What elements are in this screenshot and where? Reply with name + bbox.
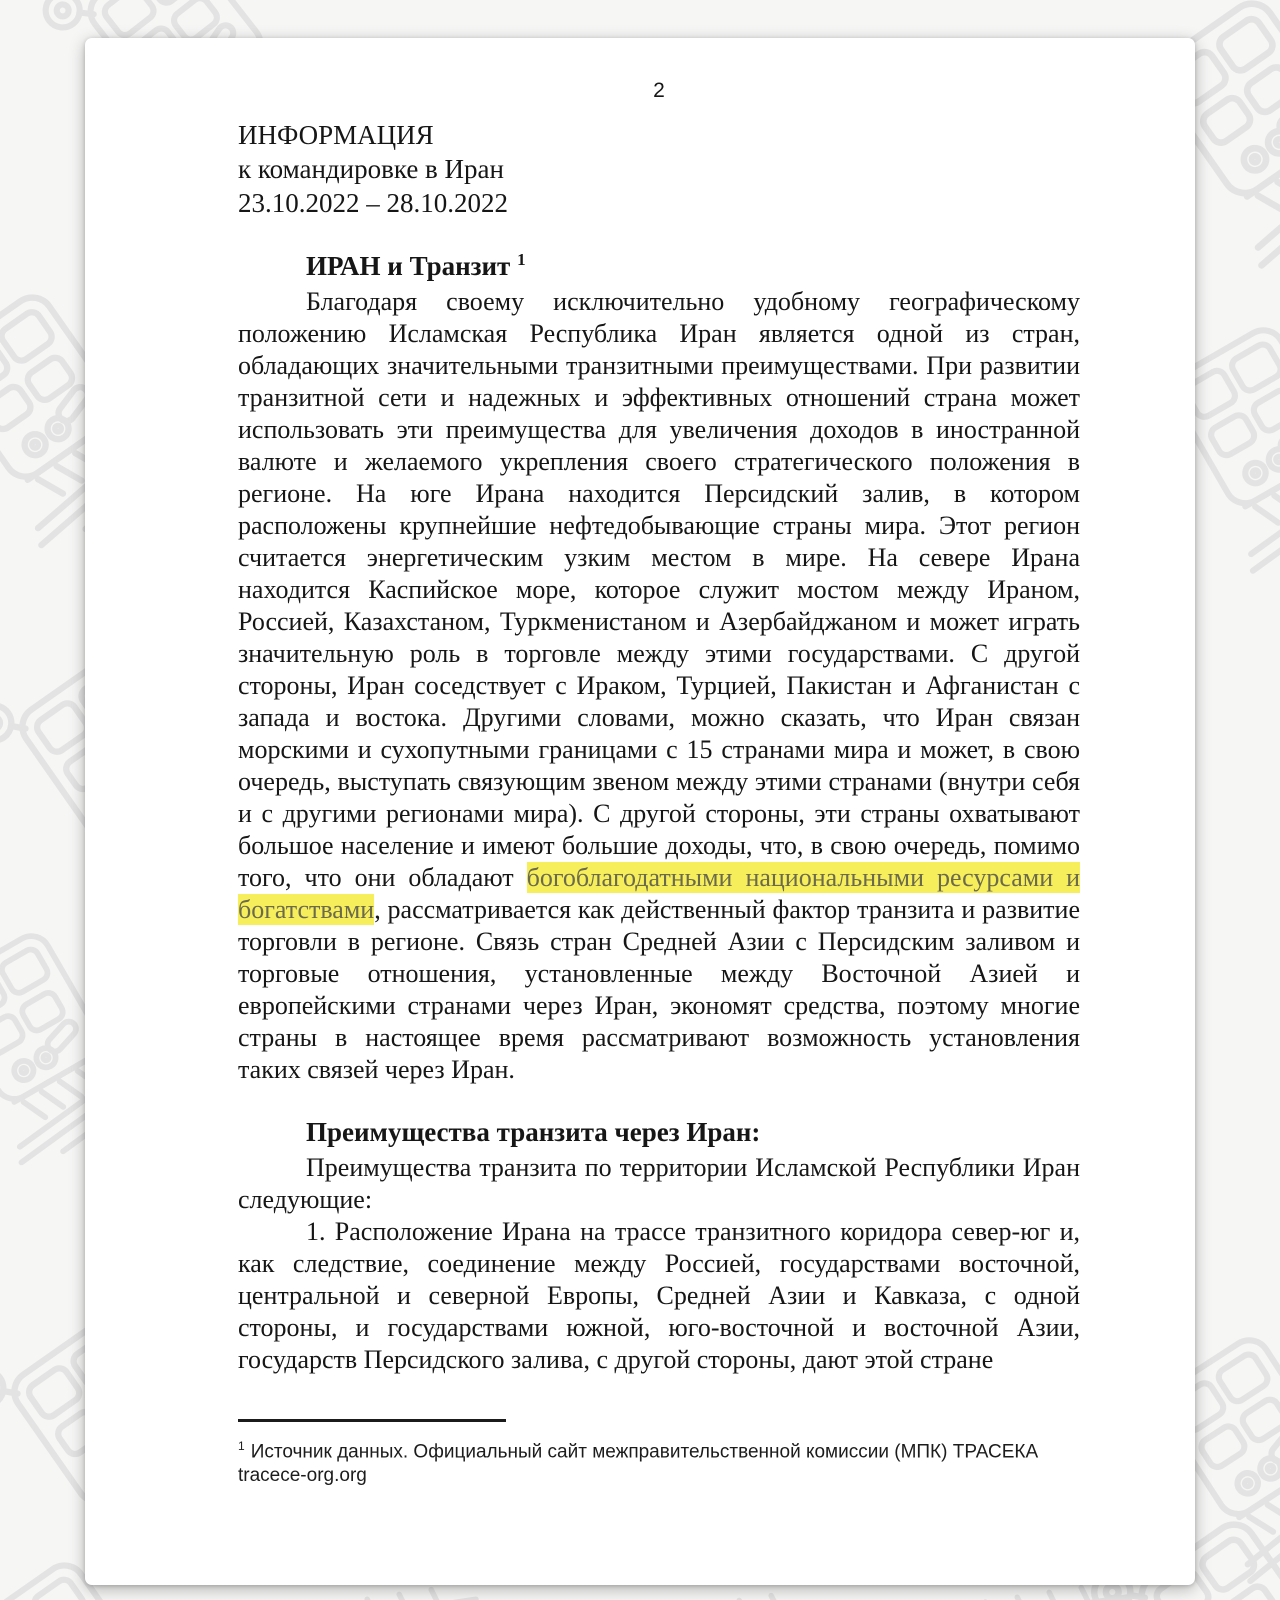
page-number: 2 (653, 79, 665, 102)
footnote (238, 1434, 1080, 1488)
track-hatch-icon (284, 1590, 476, 1600)
section-heading: ИРАН и Транзит $^1$ (306, 250, 526, 281)
text-run: 1. Расположение Ирана на трассе транзитного коридора север-юг и, как следствие, соединение между Россией, государствами восточной, центральной и северной Европы, Средней Азии и Кавказа, с одной стороны, и государствами южной, юго-восточной и восточной Азии, государств Персидского залива, с другой стороны, дают этой стране (238, 1217, 1080, 1374)
header-title: ИНФОРМАЦИЯ (238, 120, 434, 150)
text-run: Благодаря своему исключительно удобному географическому положению Исламская Республика Иран является одной из стран, обладающих значительными транзитными преимуществами. При развитии транзитной сети и надежных и эффективных отношений страна может использовать эти преимущества для увеличения доходов в иностранной валюте и желаемого укрепления своего стратегического положения в регионе. На юге Ирана находится Персидский залив, в котором расположены крупнейшие нефтедобывающие страны мира. Этот регион считается энергетическим узким местом в мире. На севере Ирана находится Каспийское море, которое служит мостом между Ираном, Россией, Казахстаном, Туркменистаном и Азербайджаном и может играть значительную роль в торговле между этими государствами. С другой стороны, Иран соседствует с Ираком, Турцией, Пакистан и Афганистан с запада и востока. Другими словами, можно сказать, что Иран связан морскими и сухопутными границами с 15 странами мира и может, в свою очередь, выступать связующим звеном между этими странами (внутри себя и с другими регионами мира). С другой стороны, эти страны охватывают большое население и имеют большие доходы, что, в свою очередь, помимо того, что они обладают (238, 287, 1080, 892)
section-heading: Преимущества транзита через Иран: (306, 1117, 761, 1147)
highlighted-text: богоблагодатными национальными ресурсами и богатствами (238, 863, 1080, 924)
footnote-reference: 1 (517, 250, 526, 269)
paragraph (238, 286, 1080, 1086)
text-run: , рассматривается как действенный фактор транзита и развитие торговли в регионе. Связь стран Средней Азии с Персидским заливом и торговые отношения, установленные между Восточной Азией и европейскими странами через Иран, экономят средства, поэтому многие страны в настоящее время рассматривают возможность установления таких связей через Иран. (238, 895, 1080, 1084)
header-subtitle: к командировке в Иран (238, 154, 504, 184)
document-page (85, 38, 1195, 1585)
paragraph (238, 1216, 1080, 1376)
page-content (85, 38, 1195, 1376)
footnote-marker: 1 (238, 1438, 245, 1453)
text-run: Преимущества транзита по территории Исламской Республики Иран следующие: (238, 1153, 1080, 1214)
paragraph (238, 1152, 1080, 1216)
document-body (238, 250, 1080, 1376)
footnote-area (238, 1419, 1080, 1488)
header-dates: 23.10.2022 – 28.10.2022 (238, 188, 508, 218)
footnote-divider (238, 1419, 506, 1422)
document-header (238, 118, 1080, 220)
track-hatch-icon (624, 1596, 816, 1600)
footnote-text: Источник данных. Официальный сайт межправительственной комиссии (МПК) ТРАСЕКА tracece-org.org (238, 1441, 1039, 1486)
